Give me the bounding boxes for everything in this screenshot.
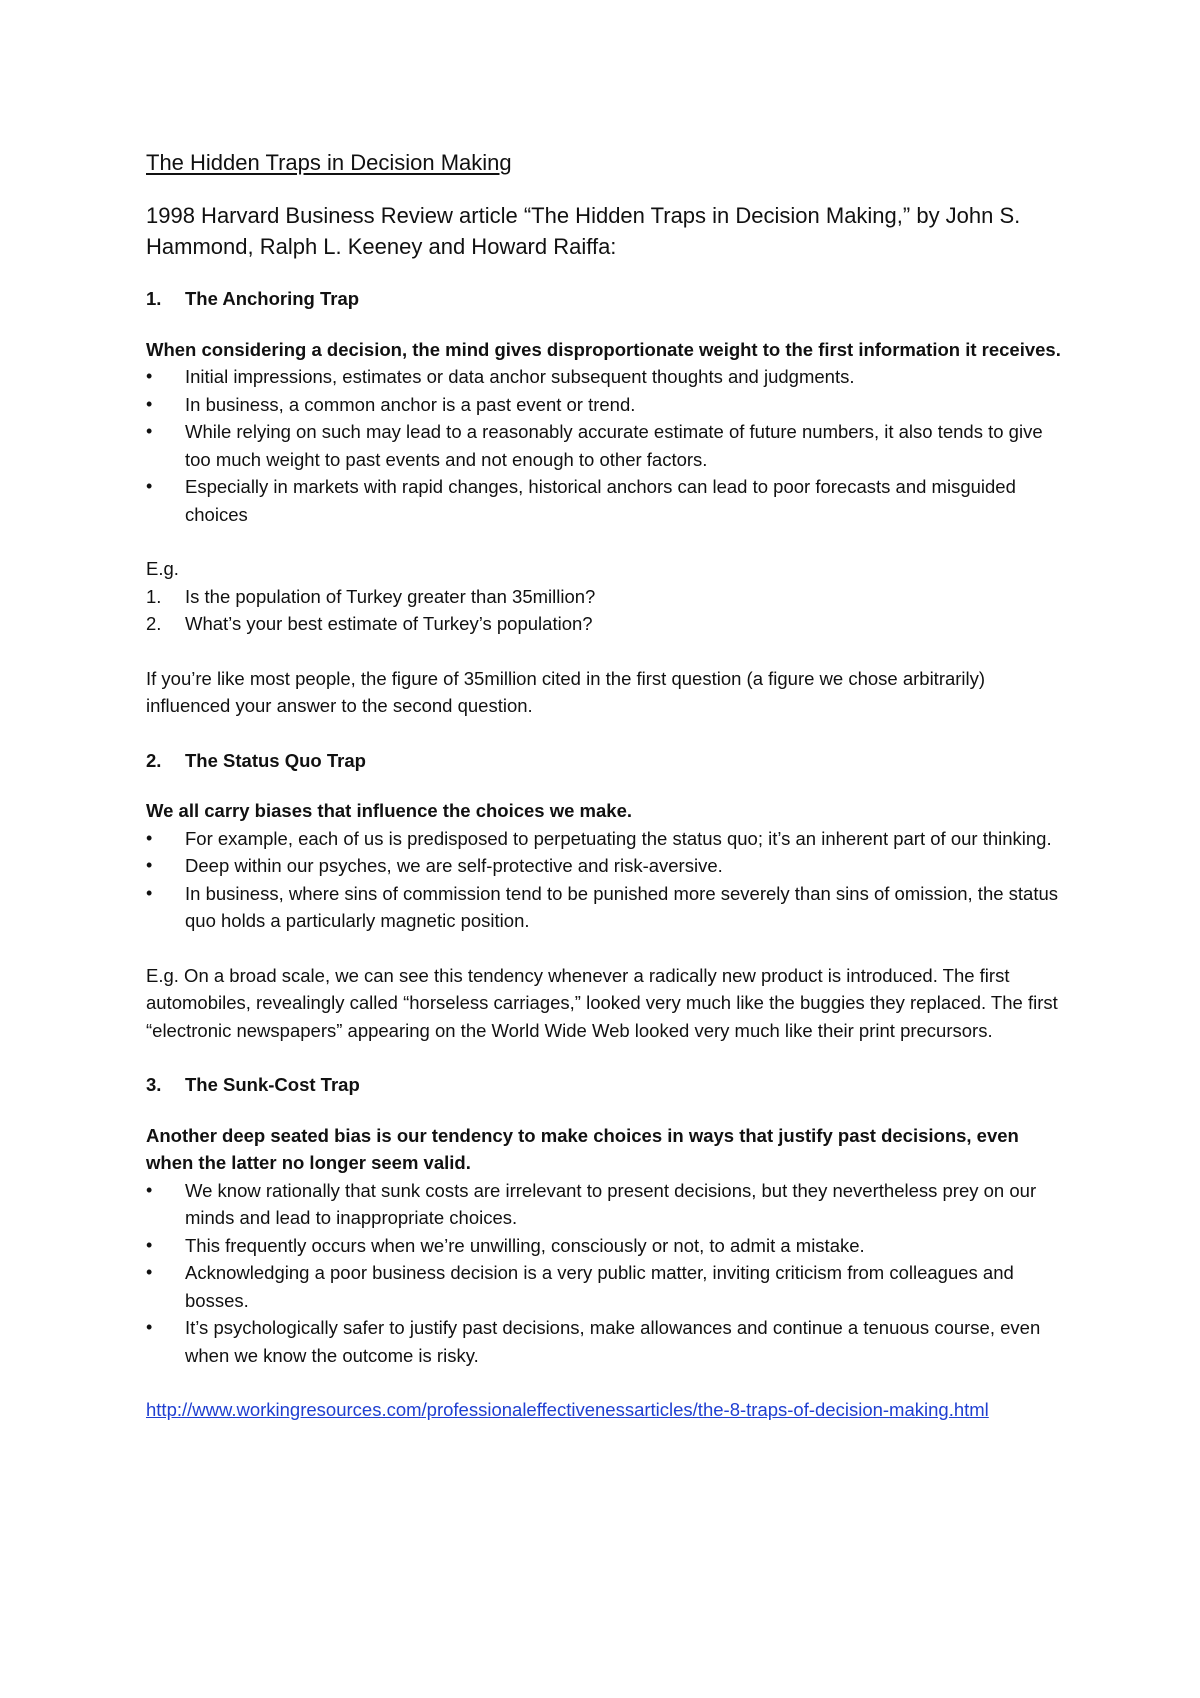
section-lead: When considering a decision, the mind gives disproportionate weight to the first information it receives. <box>146 338 1061 360</box>
section-anchoring-trap <box>146 285 1066 747</box>
reference-link[interactable]: http://www.workingresources.com/professionaleffectivenessarticles/the-8-traps-of-decision-making.html <box>146 1399 989 1420</box>
bullet-item: • Acknowledging a poor business decision is a very public matter, inviting criticism from colleagues and bosses. <box>146 1259 1066 1314</box>
bullet-item: • We know rationally that sunk costs are irrelevant to present decisions, but they nevertheless prey on our minds and lead to inappropriate choices. <box>146 1177 1066 1232</box>
bullet-item: • In business, where sins of commission tend to be punished more severely than sins of omission, the status quo holds a particularly magnetic position. <box>146 880 1066 935</box>
section-sunk-cost-trap <box>146 1071 1066 1396</box>
section-heading <box>146 747 1066 775</box>
section-title: The Status Quo Trap <box>185 749 366 771</box>
example-question-list <box>146 583 1066 638</box>
section-number: 1. <box>146 288 162 309</box>
bullet-item: • Especially in markets with rapid changes, historical anchors can lead to poor forecasts and misguided choices <box>146 473 1066 528</box>
question-number: 2. <box>146 613 162 634</box>
example-question <box>146 610 1066 638</box>
bullet-list <box>146 825 1066 935</box>
bullet-item: • It’s psychologically safer to justify past decisions, make allowances and continue a tenuous course, even when we know the outcome is risky. <box>146 1314 1066 1369</box>
question-number: 1. <box>146 585 162 607</box>
section-heading <box>146 1071 1066 1099</box>
bullet-item: • Initial impressions, estimates or data anchor subsequent thoughts and judgments. <box>146 363 1066 391</box>
example-paragraph: E.g. On a broad scale, we can see this tendency whenever a radically new product is introduced. The first automobiles, revealingly called “horseless carriages,” looked very much like the buggies they replaced. The first “electronic newspapers” appearing on the World Wide Web looked very much like their print precursors. <box>146 964 1058 1041</box>
document-page <box>146 148 1066 1424</box>
section-lead: We all carry biases that influence the choices we make. <box>146 800 633 821</box>
question-text: What’s your best estimate of Turkey’s population? <box>185 613 593 634</box>
bullet-list <box>146 1177 1066 1370</box>
example-label: E.g. <box>146 558 179 579</box>
reference-link-paragraph <box>146 1396 1066 1424</box>
question-text: Is the population of Turkey greater than 35million? <box>185 585 596 607</box>
bullet-item: • This frequently occurs when we’re unwilling, consciously or not, to admit a mistake. <box>146 1232 1066 1260</box>
section-number: 3. <box>146 1074 162 1095</box>
section-heading <box>146 285 1066 313</box>
document-title: The Hidden Traps in Decision Making <box>146 150 512 175</box>
section-number: 2. <box>146 749 162 771</box>
example-paragraph: If you’re like most people, the figure of 35million cited in the first question (a figure we chose arbitrarily) influenced your answer to the second question. <box>146 667 986 716</box>
example-question <box>146 583 1066 611</box>
section-status-quo-trap <box>146 747 1066 1072</box>
bullet-item: • For example, each of us is predisposed to perpetuating the status quo; it’s an inherent part of our thinking. <box>146 825 1066 853</box>
section-lead: Another deep seated bias is our tendency to make choices in ways that justify past decisions, even when the latter no longer seem valid. <box>146 1124 1019 1173</box>
source-citation: 1998 Harvard Business Review article “The Hidden Traps in Decision Making,” by John S. Hammond, Ralph L. Keeney and Howard Raiffa: <box>146 203 1021 259</box>
bullet-item: • Deep within our psyches, we are self-protective and risk-aversive. <box>146 852 1066 880</box>
bullet-list <box>146 363 1066 528</box>
bullet-item: • In business, a common anchor is a past event or trend. <box>146 391 1066 419</box>
section-title: The Anchoring Trap <box>185 288 360 309</box>
bullet-item: • While relying on such may lead to a reasonably accurate estimate of future numbers, it also tends to give too much weight to past events and not enough to other factors. <box>146 418 1066 473</box>
section-title: The Sunk-Cost Trap <box>185 1074 360 1095</box>
